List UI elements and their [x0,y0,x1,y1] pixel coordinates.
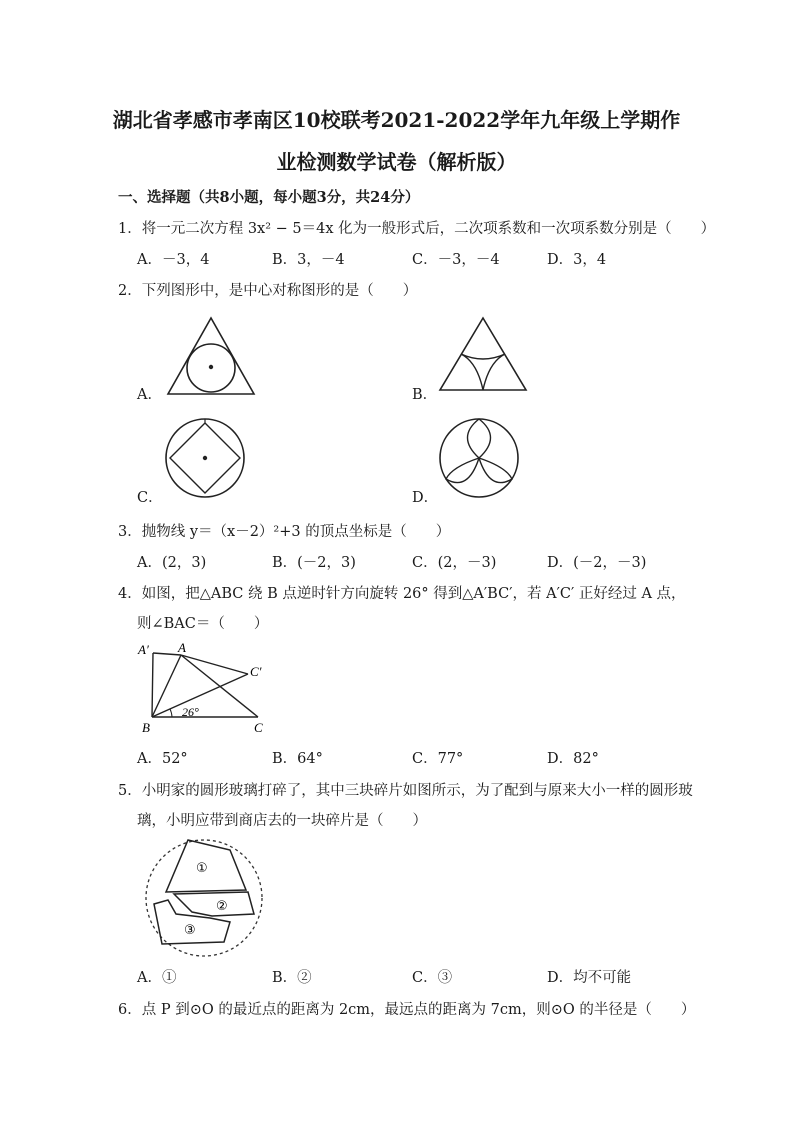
q4-label-b: B [142,720,150,735]
question-5-text-cont: 璃，小明应带到商店去的一块碎片是（ ） [137,813,427,829]
q4-option-a: A．52° [137,751,188,767]
q5-fragment-2-label: ② [216,899,228,914]
q2-option-a-label: A． [137,387,162,403]
q5-glass-fragments-figure [138,834,272,958]
q5-fragment-3-label: ③ [184,923,196,938]
q3-option-d: D．(－2，－3) [547,555,647,571]
q1-option-b: B．3，－4 [272,252,345,268]
q2-figure-a [166,316,256,396]
q2-figure-d [438,417,520,499]
question-5-text: 5．小明家的圆形玻璃打碎了，其中三块碎片如图所示，为了配到与原来大小一样的圆形玻 [118,783,693,799]
q4-option-d: D．82° [547,751,599,767]
q2-option-c-label: C． [137,490,163,506]
q2-figure-c [164,417,246,499]
question-4-text-cont: 则∠BAC＝（ ） [137,616,269,632]
question-1-text: 1．将一元二次方程 3x² − 5＝4x 化为一般形式后，二次项系数和一次项系数分别是（ ） [118,221,716,237]
q4-triangle-figure [136,640,276,736]
q5-option-b: B．② [272,970,312,986]
question-6-text: 6．点 P 到⊙O 的最近点的距离为 2cm，最远点的距离为 7cm，则⊙O 的半径是（ ） [118,1002,696,1018]
q3-option-b: B．(－2，3) [272,555,356,571]
q4-option-c: C．77° [412,751,464,767]
q4-option-b: B．64° [272,751,323,767]
question-2-text: 2．下列图形中，是中心对称图形的是（ ） [118,283,418,299]
q4-label-a-prime: A′ [138,642,149,657]
question-4-text: 4．如图，把△ABC 绕 B 点逆时针方向旋转 26° 得到△A′BC′，若 A′C′ 正好经过 A 点， [118,586,686,602]
doc-title-line1: 湖北省孝感市孝南区10校联考2021-2022学年九年级上学期作 [112,108,681,132]
q5-option-d: D．均不可能 [547,970,632,986]
q3-option-c: C．(2，－3) [412,555,497,571]
q5-option-a: A．① [137,970,177,986]
question-3-text: 3．抛物线 y＝（x－2）²+3 的顶点坐标是（ ） [118,524,451,540]
doc-title-line2: 业检测数学试卷（解析版） [276,150,517,174]
q1-option-a: A．－3，4 [137,252,210,268]
q2-option-b-label: B． [412,387,438,403]
q1-option-c: C．－3，－4 [412,252,500,268]
q3-option-a: A．(2，3) [137,555,207,571]
q4-label-c: C [254,720,263,735]
q4-label-a: A [178,640,186,655]
q5-option-c: C．③ [412,970,453,986]
section-heading: 一、选择题（共8小题，每小题3分，共24分） [118,189,420,206]
q4-angle-label: 26° [182,705,199,719]
q2-figure-b [438,316,528,392]
q4-label-c-prime: C′ [250,664,262,679]
q1-option-d: D．3，4 [547,252,607,268]
q5-fragment-1-label: ① [196,861,208,876]
q2-option-d-label: D． [412,490,439,506]
